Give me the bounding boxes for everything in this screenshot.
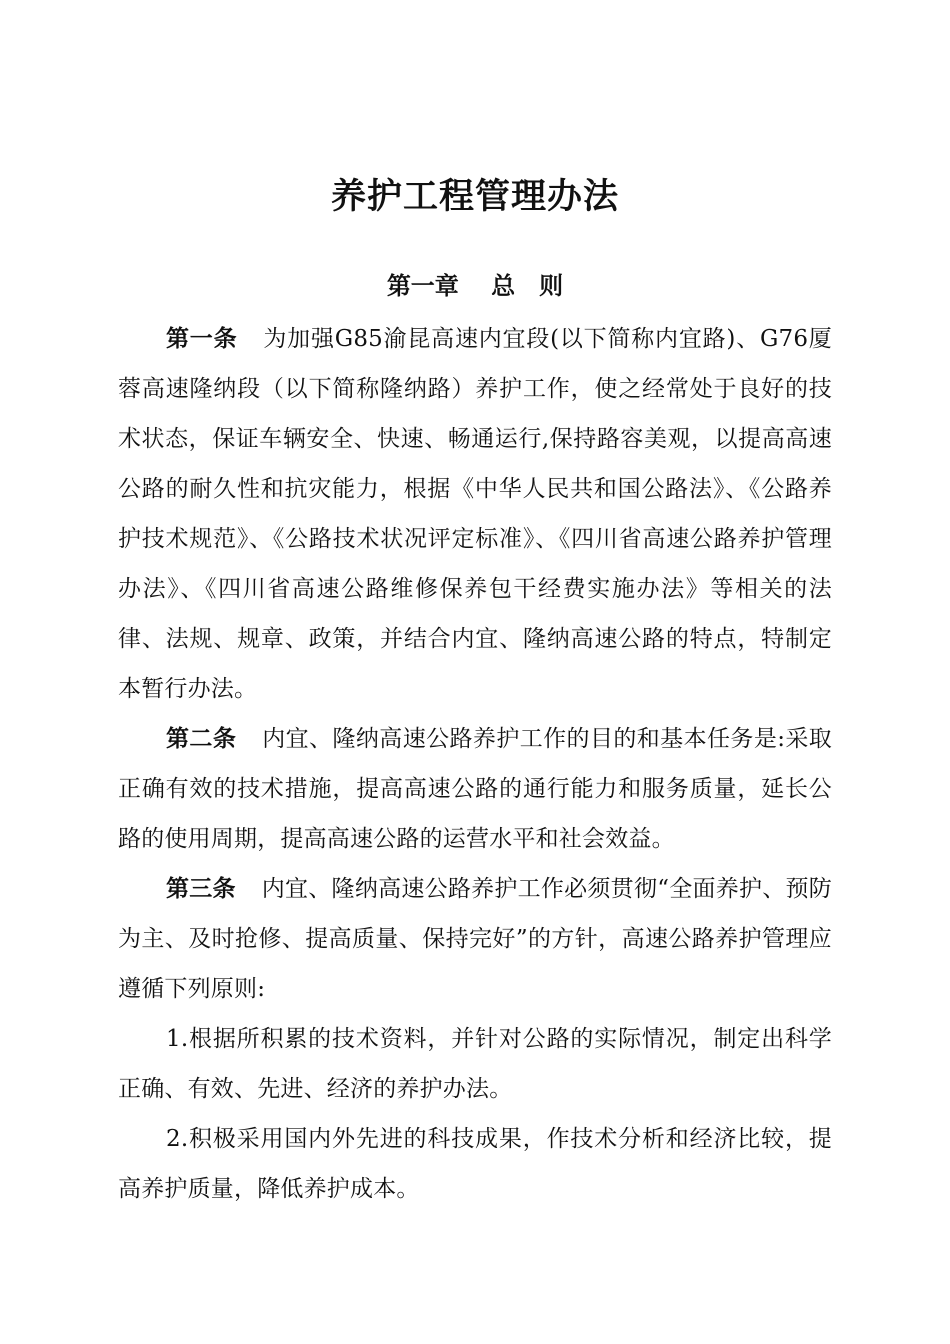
- article-text: 内宜、隆纳高速公路养护工作的目的和基本任务是:采取正确有效的技术措施，提高高速公路的通行能力和服务质量，延长公路的使用周期，提高高速公路的运营水平和社会效益。: [118, 726, 832, 852]
- article-3: [118, 864, 832, 1014]
- chapter-heading: 第一章 总 则: [386, 271, 564, 300]
- document-title: 养护工程管理办法: [330, 176, 619, 217]
- article-text: 内宜、隆纳高速公路养护工作必须贯彻“全面养护、预防为主、及时抢修、提高质量、保持完好”的方针，高速公路养护管理应遵循下列原则:: [118, 876, 832, 1002]
- article-text: 为加强G85渝昆高速内宜段(以下简称内宜路)、G76厦蓉高速隆纳段（以下简称隆纳路）养护工作，使之经常处于良好的技术状态，保证车辆安全、快速、畅通运行,保持路容美观，以提高高速公路的耐久性和抗灾能力，根据《中华人民共和国公路法》、《公路养护技术规范》、《公路技术状况评定标准》、《四川省高速公路养护管理办法》、《四川省高速公路维修保养包干经费实施办法》等相关的法律、法规、规章、政策，并结合内宜、隆纳高速公路的特点，特制定本暂行办法。: [118, 326, 832, 702]
- document-page: [118, 0, 832, 1344]
- principle-1: 1.根据所积累的技术资料，并针对公路的实际情况，制定出科学正确、有效、先进、经济的养护办法。: [118, 1026, 832, 1102]
- article-1: [118, 314, 832, 714]
- article-label: 第一条: [166, 325, 238, 352]
- article-label: 第三条: [166, 875, 236, 902]
- article-label: 第二条: [166, 725, 237, 752]
- article-2: [118, 714, 832, 864]
- document-body: [118, 314, 832, 1214]
- principle-2: 2.积极采用国内外先进的科技成果，作技术分析和经济比较，提高养护质量，降低养护成本。: [118, 1126, 832, 1202]
